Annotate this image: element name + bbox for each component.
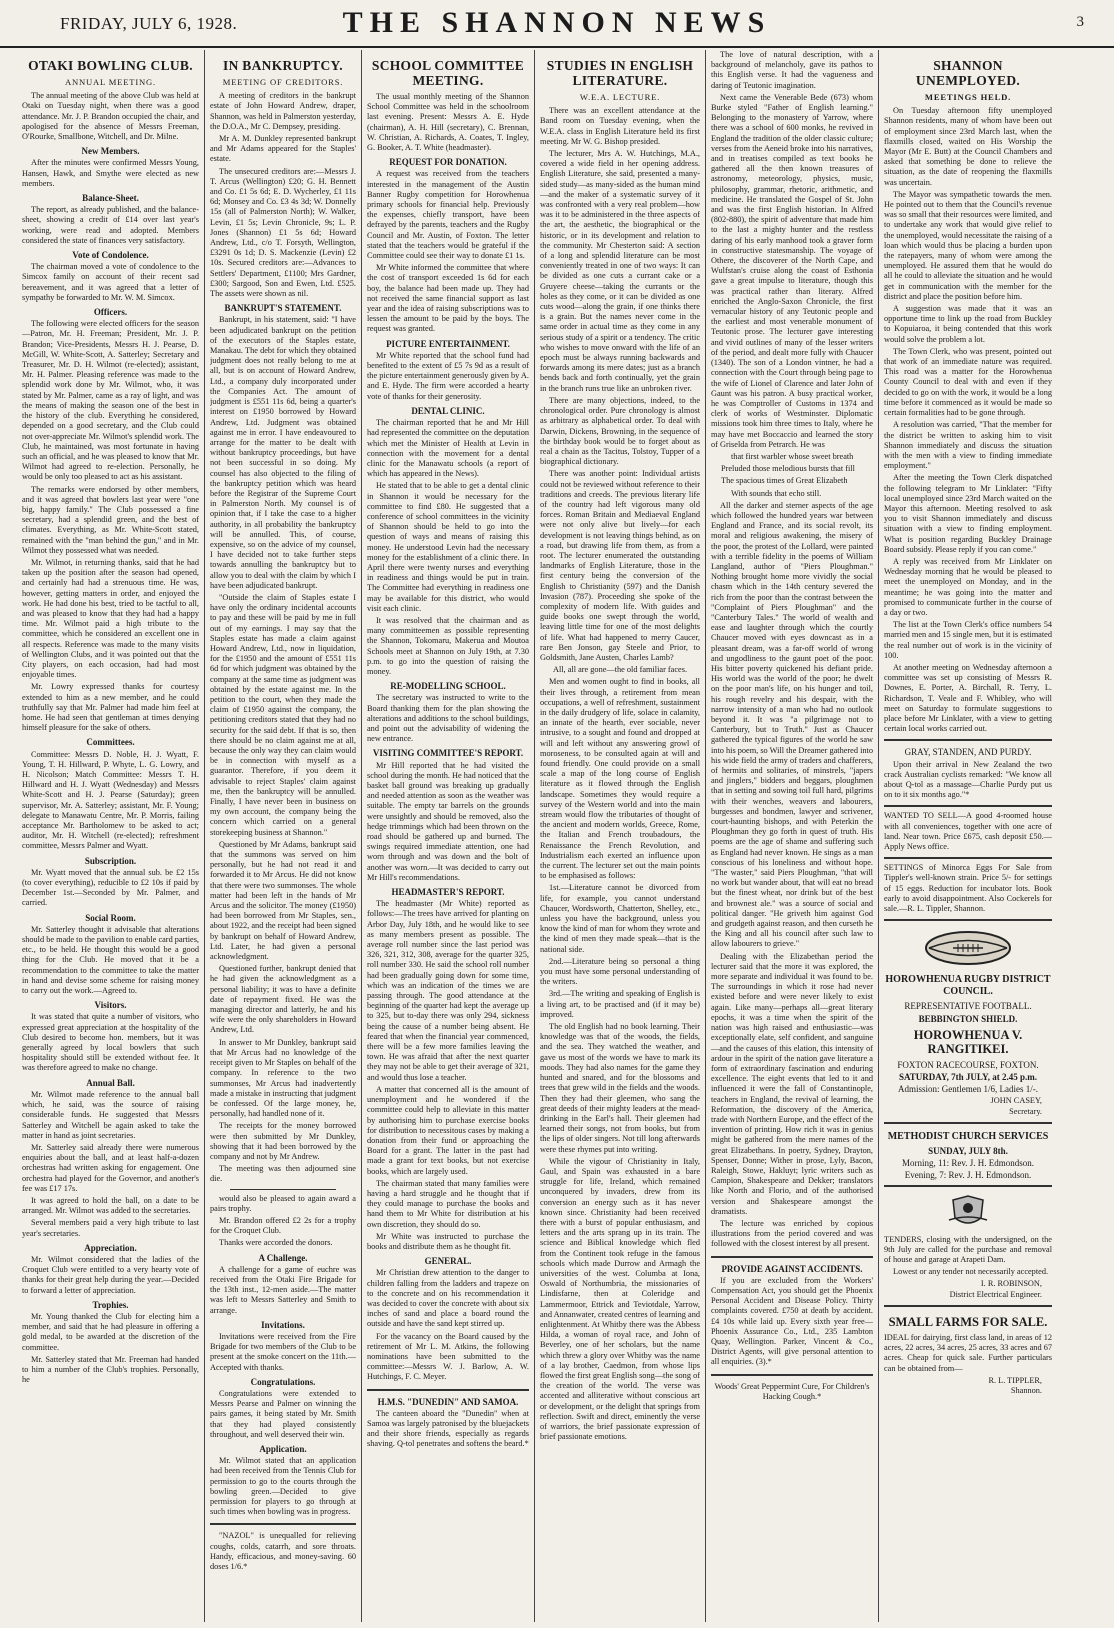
column-5 xyxy=(711,50,873,1622)
paragraph: If you are excluded from the Workers' Compensation Act, you should get the Phoenix Personal Accident and Disease Policy. Thirty complaints covered. £750 at death by accident. £4 10s while laid up. Every sixth year free—Phoenix Assurance Co., Ltd., 235 Lambton Quay, Wellington. Parker, Vincent & Co., District Agents, will give personal attention to all enquiries. (3).* xyxy=(711,1275,873,1367)
paragraph: In answer to Mr Dunkley, bankrupt said that Mr Arcus had no knowledge of the receipt given to Mr Staples on behalf of the company. In reference to the two summonses, Mr Arcus had inadvertently made a mistake in instructing that judgment be confessed. Of the large money, he, personally, had handled none of it. xyxy=(210,1037,356,1119)
column-rule xyxy=(534,50,535,1622)
paragraph: Mr. Brandon offered £2 2s for a trophy for the Croquet Club. xyxy=(210,1215,356,1236)
paragraph: A challenge for a game of euchre was received from the Otaki Fire Brigade for the 13th inst., 12-men aside.—The matter was left to Messrs Satterley and Smith to arrange. xyxy=(210,1264,356,1315)
rugby-council-title: HOROWHENUA RUGBY DISTRICT COUNCIL. xyxy=(885,974,1051,998)
section-heading: Officers. xyxy=(93,307,128,318)
column-rule xyxy=(204,50,205,1622)
advertisement-nazol: "NAZOL" is unequalled for relieving coughs, colds, catarrh, and sore throats. Handy, efficacious, and money-saving. 60 doses 1/6.* xyxy=(210,1531,356,1572)
section-heading: Trophies. xyxy=(92,1299,129,1310)
column-3 xyxy=(367,50,529,1622)
paragraph: The usual monthly meeting of the Shannon School Committee was held in the schoolroom last evening. Present: Messrs A. E. Hyde (chairman), A. H. Hill (secretary), C. Brennan, W. Christian, A. Richards, A. Coates, T. Ingley, G. Booker, A. T. White (headmaster). xyxy=(367,92,529,153)
section-heading: Visitors. xyxy=(94,1000,127,1011)
section-heading: RE-MODELLING SCHOOL. xyxy=(390,681,506,692)
section-heading: Congratulations. xyxy=(250,1376,316,1387)
article-heading: SHANNON UNEMPLOYED. xyxy=(915,58,1021,88)
paragraph: A resolution was carried, "That the member for the district be written to asking him to visit Shannon immediately and discuss the situation with the men with a view to finding immediate employment." xyxy=(884,420,1052,471)
section-heading: Invitations. xyxy=(261,1319,305,1330)
section-heading: BANKRUPT'S STATEMENT. xyxy=(224,303,342,314)
church-title: METHODIST CHURCH SERVICES xyxy=(887,1130,1049,1142)
advertisement-woods: Woods' Great Peppermint Cure, For Children's Hacking Cough.* xyxy=(714,1381,870,1401)
church-date: SUNDAY, JULY 8th. xyxy=(928,1145,1008,1156)
column-6 xyxy=(884,50,1052,1622)
paragraph: Dealing with the Elizabethan period the lecturer said that the more it was explored, the more separate and individual it was found to be. The surroundings in which it rose had never existed before and were never likely to exist again. Like many—perhaps all—great literary epochs, it was a time when the spirit of the nation was high raised and enthusiastic—was exceptionally elate, self confident, and sanguine—and the causes of this elation, this intensity of ardour in the spirit of the nation gave literature a form of extraordinary fascination and enduring excellence. The eight events that led to it and influenced it were the fall of Constantinople, teachers in England, the revival of learning, the Reformation, the discovery of the America, trade with Northern Europe, and the effect of the invention of printing. How rich it was in genius might be gathered from the mere names of the great Elizabethans. In poetry, Sydney, Drayton, Spenser, Donne; Wither in prose, Lyly, Bacon, Raleigh, Stowe, Hakluyt; lyric writers such as Campion, Shakespeare and Dekker; translators like North and Florio, and of the authorised version and Shakespeare amongst the dramatists. xyxy=(711,951,873,1216)
advertisement-wanted-to-sell xyxy=(884,805,1052,852)
paragraph: The annual meeting of the above Club was held at Otaki on Tuesday night, when there was a good attendance. Mr. J. P. Brandon occupied the chair, and apologised for the absence of Messrs Freeman, O'Rourke, Smallbone, Witchell, and Dr. Milne. xyxy=(22,91,199,142)
paragraph: Several members paid a very high tribute to last year's secretaries. xyxy=(22,1218,199,1238)
paragraph: Mr. Wilmot made reference to the annual ball which, he said, was the source of raising considerable funds. He suggested that Messrs Satterley and Witchell be again asked to take the matter in hand as joint secretaries. xyxy=(22,1089,199,1140)
rugby-shield: BEBBINGTON SHIELD. xyxy=(918,1013,1018,1024)
issue-date: FRIDAY, JULY 6, 1928. xyxy=(60,14,238,33)
paragraph: Mr. Lowry expressed thanks for courtesy extended to him as a new member, and he could truthfully say that Mr. Palmer had made him feel at home. He had seen that gentleman at times denying himself pleasure for the sake of others. xyxy=(22,682,199,733)
paragraph: A suggestion was made that it was an opportune time to link up the road from Buckley to Kopuiaroa, it being contended that this work would solve the problem a lot. xyxy=(884,304,1052,344)
rugby-venue: FOXTON RACECOURSE, FOXTON. xyxy=(897,1059,1039,1070)
farms-signature-name: R. L. TIPPLER, xyxy=(988,1375,1042,1385)
paragraph: The chairman reported that he and Mr Hill had represented the committee on the deputation which met the Minister of Health at Levin in connection with the movement for a dental clinic for the Manawatu schools (a report of which has appeared in the News). xyxy=(367,418,529,479)
section-heading: REQUEST FOR DONATION. xyxy=(389,157,507,168)
paragraph: There was an excellent attendance at the Band room on Tuesday evening, when the W.E.A. class in English Literature held its first meeting. Mr W. G. Bishop presided. xyxy=(540,106,700,146)
paragraph: Mr. Wilmot considered that the ladies of the Croquet Club were entitled to a very hearty vote of thanks for their great help during the year.—Decided to forward a letter of appreciation. xyxy=(22,1254,199,1295)
column-4 xyxy=(540,50,700,1622)
paragraph: On Tuesday afternoon fifty unemployed Shannon residents, many of whom have been out of employment since 23rd March last, when the flaxmills closed, waited on His Worship the Mayor (Mr E. Butt) at the Council Chambers and asked that something be done to relieve the situation, as the date of reopening the flaxmills was uncertain. xyxy=(884,106,1052,187)
section-heading: H.M.S. "DUNEDIN" AND SAMOA. xyxy=(377,1396,519,1407)
ad-title: GRAY, STANDEN, AND PURDY. xyxy=(904,747,1032,758)
crest-icon xyxy=(884,1194,1052,1231)
paragraph: After the minutes were confirmed Messrs Young, Hansen, Hawk, and Smythe were elected as new members. xyxy=(22,158,199,188)
article-heading: IN BANKRUPTCY. xyxy=(223,58,343,73)
divider xyxy=(210,1523,356,1525)
paragraph: The unsecured creditors are:—Messrs J. T. Arcus (Wellington) £20; G. H. Bennett and Co. £1 5s 6d; E. D. Wycherley, £1 11s 6d; Monsey and Co. £3 4s 3d; W. Donnelly 15s (all of Palmerston North); W. Walker, Levin, £1 5s; Levin Chronicle, 9s; L. P. Jones (Shannon) £1 5s 6d; Howard Andrew, Ltd., c/o T. Forsyth, Wellington, £3291 0s 1d; D. S. Mackenzie (Levin) £2 10s. Secured creditors are:—Advances to Settlers' Department, £1100; Mrs Gardner, £300; Sargood, Son and Ewen, Ltd. £525. The assets were shown as nil. xyxy=(210,166,356,299)
divider xyxy=(230,1189,336,1190)
paragraph: Next came the Venerable Bede (673) whom Burke styled "Father of English learning." Belonging to the monastery of Yarrow, where there was a school of 600 monks, he revived in England the tradition of the older classic culture; verses from the Aeneid broke into his narratives, and in treatises compiled as text books he gathered all the then known treasures of astronomy, meteorology, physics, music, philosophy, grammar, rhetoric, arithmetic, and medicine. He translated the Gospel of St. John and was the first English historian. In Alfred (802-880), the spirit of adventure that made him to the last a mighty hunter and the restless daring of his early manhood took a graver form in constructive statesmanship. The voyage of Othere, the discoverer of the North Cape, and Wulfstan's cruise along the coast of Esthonia gave a great impulse to literature, though this was practical rather than literary. Alfred enriched the Anglo-Saxon Chronicle, the first vernacular history of any Teutonic people and the earliest and most venerable monument of Teutonic prose. The lecturer gave interesting and vivid outlines of many of the lesser writers of the period, and dealt more fully with Chaucer (1340). The son of a London vintner, he had a connection with the Court through being page to the wife of Lionel of Clarence and later John of Gaunt was his patron. A busy practical worker, he was Comptroller of Customs in 1374 and clerk of works of Westminster. Diplomatic missions took him three times to Italy, where he may have met Boccaccio and learned the story of Griselda from Petrarch. He was xyxy=(711,92,873,449)
paragraph: Questioned by Mr Adams, bankrupt said that the summons was served on him personally, but he had not read it and forwarded it to Mr Arcus. He did not know that there were two summonses. The whole matter had been left in the hands of Mr Arcus and the solicitor. The money (£1950) had been borrowed from Mr Staples, sen., about 1922, and the receipt had been signed by bankrupt on behalf of Howard Andrew, Ltd. Later, he had given a personal acknowledgment. xyxy=(210,839,356,962)
paragraph: The lecturer, Mrs A. W. Hutchings, M.A., covered a wide field in her opening address. English Literature, she said, presented a many-sided study—as many-sided as the human mind—and the maker of a systematic survey of it was confronted with a very real problem—how was it to be administered in the three aspects of the art, the aesthetic, the biographical or the historic, or in its development and relation to the community. Mr Chesterton said: A section of a long and splendid literature can be most conveniently treated in one of two ways: It can be divided as one cuts a currant cake or a Gruyere cheese—taking the currants or the holes as they come, or it can be divided as one cuts wood—along the grain, if one thinks there is a grain. But the names never come in the same order in actual time as they come in any serious study of a spirit or a tendency. The critic who wishes to move onward with the life of an epoch must be always running backwards and forwards among its mere dates; just as a branch bends back and forth continually, yet the grain in the branch runs true like an unbroken river. xyxy=(540,149,700,393)
page-number: 3 xyxy=(1076,14,1084,30)
paragraph: Mr Christian drew attention to the danger to children falling from the ladders and trapeze on to the concrete and on his recommendation it was decided to cover the concrete with about six inches of sand and place a board round the outside and have the sand kept stirred up. xyxy=(367,1268,529,1329)
section-heading: PICTURE ENTERTAINMENT. xyxy=(386,338,510,349)
paragraph: The receipts for the money borrowed were then submitted by Mr Dunkley, showing that it had been borrowed by the company and not by Mr Andrew. xyxy=(210,1121,356,1161)
section-heading: VISITING COMMITTEE'S REPORT. xyxy=(372,748,524,759)
section-heading: A Challenge. xyxy=(258,1252,308,1263)
paragraph: The Mayor was sympathetic towards the men. He pointed out to them that the Council's revenue was so small that their resources were limited, and to undertake any work that would give relief to the unemployed, would necessitate the raising of a loan which would thus be placing a burden upon the ratepayers, many of whom were among the unemployed. He assured them that he would do all he could to alleviate the situation and he would get in communication with the member for the district and place the position before him. xyxy=(884,189,1052,301)
column-rule xyxy=(878,50,879,1622)
divider xyxy=(711,1256,873,1258)
paragraph: While the vigour of Christianity in Italy, Gaul, and Spain was exhausted in a bare struggle for life, Ireland, which remained unconquered by invaders, drew from its conversion an energy such as it has never known since. Christianity had been received there with a burst of popular enthusiasm, and letters and the arts sprang up in its train. The science and Biblical knowledge which fled from the Continent took refuge in the famous schools which made Durrow and Armagh the universities of the west. Columba at Iona, Oswald of Northumbria, the missionaries of Lindisfarne, then at Coleridge and Lammermoor, Ettrick and Teviotdale, Yarrow, and Annanwater, created centres of learning and enlightenment. At Whitby there was the Abbess Hilda, a woman of royal race, and John of Beverley, one of her scholars, but the name which threw a glory over Whitby was the name of a lay brother, Caedmon, from whose lips flowed the first great English song—the song of the creation of the world. The verse was accented and alliterative without conscious art or development, or the delight that springs from reflection. Swift and direct, eminently the verse of warriors, the brief passionate expression of brief passionate emotions. xyxy=(540,1156,700,1442)
section-heading: PROVIDE AGAINST ACCIDENTS. xyxy=(721,1263,863,1274)
section-heading: New Members. xyxy=(81,146,140,157)
paragraph: The chairman moved a vote of condolence to the Simcox family on account of their recent sad bereavement, and it was agreed that a letter of sympathy be forwarded to Mr. W. M. Simcox. xyxy=(22,262,199,302)
paragraph: A request was received from the teachers interested in the management of the Austin Banner Rugby competition for Horowhenua primary schools for financial help. Previously the expenses, chiefly transport, have been defrayed by the parents, teachers and the Rugby Council and Mr. Austin, of Foxton. The letter stated that the teachers would be grateful if the Committee could see their way to donate £1 1s. xyxy=(367,169,529,261)
paragraph: Mr. Satterley said already there were numerous enquiries about the ball, and at least half-a-dozen orchestras had written asking for engagement. One orchestra had played for the Governor, and another's fee was £17 17s. xyxy=(22,1142,199,1193)
paragraph: Thanks were accorded the donors. xyxy=(219,1238,333,1248)
paragraph: At another meeting on Wednesday afternoon a committee was set up consisting of Messrs R. Downes, E. Porter, A. Birchall, R. Terry, L. Richardson, T. Veale and F. Whibley, who will meet on Saturday to formulate suggestions to place before Mr Linklater, with a view to getting certain local works carried out. xyxy=(884,662,1052,734)
advertisement-small-farms xyxy=(884,1305,1052,1396)
paragraph: 2nd.—Literature being so personal a thing you must have some personal understanding of the writers. xyxy=(540,956,700,987)
newspaper-title: THE SHANNON NEWS xyxy=(342,6,772,39)
paragraph: Mr Hill reported that he had visited the school during the month. He had noticed that the basket ball ground was breaking up gradually and needed attention as soon as the weather was suitable. The empty tar barrels on the grounds were unsightly and should be removed, also the hedge trimmings which had been thrown on the road should be gathered up and burned. The swings required immediate attention, one had worn through and was down and the bolt of another was worn.—It was decided to carry out Mr Hill's recommendations. xyxy=(367,760,529,882)
paragraph: Questioned further, bankrupt denied that he had given the acknowledgment as a personal liability; it was to have a definite date of repayment fixed. He was the managing director and latterly, he and his wife were the only shareholders in Howard Andrew, Ltd. xyxy=(210,964,356,1035)
paragraph: It was stated that quite a number of visitors, who expressed great appreciation at the hospitality of the Club desired to become hon. members, but it was generally agreed by local bowlers that such hospitality should still be extended without fee. It was therefore agreed to make no change. xyxy=(22,1012,199,1073)
paragraph: The following were elected officers for the season—Patron, Mr. H. Freeman; President, Mr. J. P. Brandon; Vice-Presidents, Messrs H. J. Pearse, D. McGill, W. White-Scott, A. Satterley; Secretary and Treasurer, Mr. D. H. Wilmot (re-elected); assistant, Mr. H. Palmer. Pleasing reference was made to the splendid work done by Mr. Wilmot, who, it was stated by Mr. Palmer, came as a ray of light, and was the means of making the season one of the best in the history of the club. Everything he considered, depended on a good secretary, and the Club could not over-appreciate Mr. Wilmot's splendid work. The Club, he maintained, was most fortunate in having such an official, and he was pleased to know that Mr. Wilmot had agreed to re-election. Personally, he would be only too pleased to act as his assistant. xyxy=(22,319,199,482)
paragraph: Mr. Wyatt moved that the annual sub. be £2 15s (to cover everything), reducible to £2 10s if paid by December 1st.—Seconded by Mr. Palmer, and carried. xyxy=(22,867,199,908)
paragraph: The old English had no book learning. Their knowledge was that of the woods, the fields, and the sea. They watched the weather, and gave us most of the words we have to mark its moods. They had also names for the game they hunted and snared, and for the blossoms and trees that grew wild in the fields and the woods. Then they had their gleemen, who sang the great deeds of their mighty leaders at the mead-drinking in the Earl's hall. Their gleemen had learned their songs, not from books, but from the lips of older singers. Not till long afterwards were these rhymes put into writing. xyxy=(540,1022,700,1154)
paragraph: The chairman stated that many families were having a hard struggle and he thought that if they could manage to purchase the books and hand them to Mr White for distribution at his own discretion, they should do so. xyxy=(367,1178,529,1229)
paragraph: The meeting was then adjourned sine die. xyxy=(210,1164,356,1184)
divider xyxy=(367,1389,529,1391)
ad-text: Lowest or any tender not necessarily accepted. xyxy=(893,1267,1049,1277)
paragraph: It was resolved that the chairman and as many committeemen as possible representing the Shannon, Tokomaru, Makerua and Moutoa Schools meet at Shannon on July 19th, at 7.30 p.m. to go into the question of raising the money. xyxy=(367,615,529,676)
section-heading: Vote of Condolence. xyxy=(72,250,149,261)
section-heading: GENERAL. xyxy=(424,1256,472,1267)
paragraph: The canteen aboard the "Dunedin" when at Samoa was largely patronised by the bluejackets and their shore friends, especially as regards shaving. Q-tol penetrates and softens the beard.* xyxy=(367,1408,529,1449)
ad-text: IDEAL for dairying, first class land, in areas of 12 acres, 22 acres, 34 acres, 25 acres, 33 acres and 67 acres. Cheap for quick sale. Further particulars can be obtained from— xyxy=(884,1332,1052,1373)
paragraph: For the vacancy on the Board caused by the retirement of Mr L. M. Atkins, the following nominations have been submitted to the committee:—Messrs W. J. Barlow, A. W. Hutchings, F. C. Meyer. xyxy=(367,1331,529,1382)
article-subheading: ANNUAL MEETING. xyxy=(65,77,156,87)
paragraph: After the meeting the Town Clerk dispatched the following telegram to Mr Linklater: "Fifty local unemployed since 23rd March waited on the Mayor this afternoon. Meeting resolved to ask you to visit Shannon immediately and discuss situation with a view to finding employment. What is position regarding Buckley Drainage Board subsidy. Please reply if you can come." xyxy=(884,473,1052,554)
column-rule xyxy=(361,50,362,1622)
rugby-admission: Admission: Gentlemen 1/6, Ladies 1/-. xyxy=(898,1084,1038,1095)
paragraph: Mr White informed the committee that where the cost of transport exceeded 1s 6d for each boy, the balance had been made up. They had not received the same financial support as last year and the idea of raising subscriptions was to lessen the amount to be paid by the boys. The request was granted. xyxy=(367,263,529,334)
paragraph: would also be pleased to again award a pairs trophy. xyxy=(210,1193,356,1213)
paragraph: Mr White reported that the school fund had benefited to the extent of £5 7s 9d as a result of the picture entertainment generously given by A. and E. Hyde. The firm were accorded a hearty vote of thanks for their generosity. xyxy=(367,350,529,401)
tenders-signature-title: District Electrical Engineer. xyxy=(949,1289,1042,1299)
article-subheading: MEETINGS HELD. xyxy=(924,92,1012,102)
section-heading: Committees. xyxy=(86,737,135,748)
rugby-signature-name: JOHN CASEY, xyxy=(990,1096,1042,1106)
church-morning: Morning, 11: Rev. J. H. Edmondson. xyxy=(901,1158,1035,1169)
masthead xyxy=(0,0,1114,48)
verse-line: Preluded those melodious bursts that fill xyxy=(721,464,855,474)
paragraph: "Outside the claim of Staples estate I have only the ordinary incidental accounts to pay and these will be paid by me in full out of my earnings. I may say that the Staples estate has made a claim against Howard Andrew, Ltd., now in liquidation, for the £1950 and the amount of £551 11s 6d for which judgment was obtained by the company at the same time as judgment was obtained by the estate against me. In the petition to the court, when they made the claim of £1950 against the company, the petitioning creditors stated that they had no security for the said debt. If that is so, then there should be no claim against me at all, because the only way they can claim would be in connection with myself as a guarantor. Therefore, if you deem it advisable to reject Staples' claim against me, then the bankruptcy will be annulled. Finally, I have never been in business on my own account, the company being the concern which carried on a general storekeeping business at Shannon." xyxy=(210,592,356,837)
paragraph: A meeting of creditors in the bankrupt estate of John Howard Andrew, draper, Shannon, was held in Palmerston yesterday, the D.O.A., Mr C. Dempsey, presiding. xyxy=(210,91,356,131)
paragraph: A reply was received from Mr Linklater on Wednesday morning that he would be pleased to meet the unemployed on Monday, and in the meantime; he was going into the matter and promised to communicate further in the course of a day or two. xyxy=(884,556,1052,617)
paragraph: The report, as already published, and the balance-sheet, showing a credit of £14 over last year's working, were read and adopted. Members considered the state of finances very satisfactory. xyxy=(22,205,199,245)
paragraph: 1st.—Literature cannot be divorced from life, for example, you cannot understand Chaucer, Wordsworth, Chatterton, Shelley, etc., unless you have the background, unless you know the kind of man for whom they wrote and the kind of men they made speak—that is the national side. xyxy=(540,883,700,954)
paragraph: There was another point: Individual artists could not be reviewed without reference to their traditions and creeds. The previous literary life of the country had left vigorous many old forces. Roman Britain and Mediaeval England were not only alive but lively—for each development is not leaving things behind, as on a road, but drawing life from them, as from a root. The lecturer enumerated the outstanding landmarks of English Literature, those in the first century being the conversion of the English to Christianity (597) and the Danish Invasion (787). Proceeding she spoke of the complexity of modern life. With guides and guide books one swept through the world, leaving little time for one of the most delights of life. What had happened to merry Caucer, rare Ben Jonson, gay Steele and Prior, to Goldsmith, Jane Austen, Charles Lamb? xyxy=(540,469,700,662)
paragraph: The lecture was enriched by copious illustrations from the period covered and was followed with the closest interest by all present. xyxy=(711,1218,873,1249)
paragraph: It was agreed to hold the ball, on a date to be arranged. Mr. Wilmot was added to the secretaries. xyxy=(22,1195,199,1216)
section-heading: DENTAL CLINIC. xyxy=(411,405,485,416)
article-heading: STUDIES IN ENGLISH LITERATURE. xyxy=(546,58,694,88)
verse-line: The spacious times of Great Elizabeth xyxy=(721,476,848,486)
paragraph: Mr. Satterley thought it advisable that alterations should be made to the pavilion to enable card parties, etc., to be held. He thought this would be a good thing for the Club. He moved that it be a recommendation to the committee to take the matter in hand and devise some scheme for raising money to carry out the work.—Agreed to. xyxy=(22,924,199,996)
verse-line: that first warbler whose sweet breath xyxy=(731,451,854,461)
article-subheading: MEETING OF CREDITORS. xyxy=(222,77,344,87)
divider xyxy=(711,1374,873,1376)
rugby-representative: REPRESENTATIVE FOOTBALL. xyxy=(904,1001,1032,1012)
paragraph: Mr White was instructed to purchase the books and distribute them as he thought fit. xyxy=(367,1231,529,1251)
farms-signature-place: Shannon. xyxy=(1010,1385,1042,1395)
paragraph: Mr. Wilmot, in returning thanks, said that he had taken up the position after the season had opened, and certainly had had a strenuous time. He was, however, getting matters in order, and enjoyed the work. He had done his best, tried to be tactful to all, and was pleased to know that they had had a happy time. Mr. Wilmot paid a high tribute to the committee, which he considered an excellent one in all respects. Reference was made to the many visits of Wellington Clubs, and it was pointed out that the City players, on each occasion, had had most enjoyable times. xyxy=(22,557,199,680)
advertisement-gray-standen-purdy xyxy=(884,739,1052,800)
section-heading: Appreciation. xyxy=(84,1242,137,1253)
paragraph: The list at the Town Clerk's office numbers 54 married men and 15 single men, but it is estimated the real number out of work is in the vicinity of 100. xyxy=(884,620,1052,660)
section-heading: Balance-Sheet. xyxy=(82,193,139,204)
paragraph: The Town Clerk, who was present, pointed out that work of an immediate nature was required. This road was a matter for the Horowhenua County Council to deal with and even if they decided to go on with the work, it would be a long time before it commenced as it would be made so certain formalities had to be gone through. xyxy=(884,346,1052,418)
paragraph: There are many objections, indeed, to the chronological order. Pure chronology is almost as arbitrary as alphabetical order. To deal with Darwin, Dickens, Browning, in the sequence of the birthday book would be to forget about as real a chain as the Tacitus, Tolstoy, Tupper of a biographical dictionary. xyxy=(540,395,700,467)
paragraph: Mr A. M. Dunkley represented bankrupt and Mr Adams appeared for the Staples' estate. xyxy=(210,134,356,164)
paragraph: Committee: Messrs D. Noble, H. J. Wyatt, F. Young, T. H. Hillward, P. Whyte, L. G. Lowry, and H. Nicolson; Match Committee: Messrs T. H. Hillward and H. J. Wyatt (Wednesday) and Messrs White-Scott and H. J. Pearse (Saturday); green supervisor, Mr. A. Satterley; assistant, Mr. F. Young; delegate to Manawatu Centre, Mr. P. Morris, failing acceptance Mr. Bartholomew to be asked to act; auditor, Mr. H. Witchell (re-elected); refreshment committee, Messrs Palmer and Wyatt. xyxy=(22,749,199,851)
section-heading: Subscription. xyxy=(84,855,137,866)
paragraph: Congratulations were extended to Messrs Pearse and Palmer on winning the pairs games, it being stated by Mr. Smith that they had played consistently throughout, and well deserved their win. xyxy=(210,1388,356,1439)
farms-title: SMALL FARMS FOR SALE. xyxy=(888,1314,1048,1329)
paragraph: Invitations were received from the Fire Brigade for two members of the Club to be present at the smoke concert on the 11th.—Accepted with thanks. xyxy=(210,1331,356,1372)
quoted-line: All, all are gone—the old familiar faces. xyxy=(552,665,688,675)
church-evening: Evening, 7: Rev. J. H. Edmondson. xyxy=(904,1170,1032,1181)
column-2 xyxy=(210,50,356,1622)
rugby-signature-title: Secretary. xyxy=(1009,1106,1042,1116)
rugby-ball-icon xyxy=(884,929,1052,970)
ad-text: SETTINGS of Minorca Eggs For Sale from Tippler's well-known strain. Price 5/- for settings of 15 eggs. Reduction for incubator lots. Book early to avoid disappointment. Also Cockerels for sale.—R. L. Tippler, Shannon. xyxy=(884,863,1052,914)
paragraph: The headmaster (Mr White) reported as follows:—The trees have arrived for planting on Arbor Day, July 18th, and he would like to see as many members present as possible. The average roll number since the last period was 326, 321, 312, 308, average for the quarter 325, roll number 330. He said the school roll number had been gradually going down for some time, which was an indication of the times we are passing through. The good attendance at the beginning of the quarter had kept the average up to 325, but to-day there was only 294, sickness being the cause of a number being absent. He feared that when the financial year commenced, there will be a few more families leaving the town. He was afraid that after the next quarter they may not be able to get their average of 321, and would thus lose a teacher. xyxy=(367,899,529,1082)
paragraph: The remarks were endorsed by other members, and it was agreed that bowlers last year were "one big, happy family." The Club possessed a fine secretary, had a splendid green, and the best of climates. Everything, as Mr. White-Scott stated, remained with the "man behind the gun," and in Mr. Wilmot they possessed what was needed. xyxy=(22,484,199,555)
column-rule xyxy=(705,50,706,1622)
ad-text: TENDERS, closing with the undersigned, on the 9th July are called for the purchase and removal of house and garage at Arapeti Dam. xyxy=(884,1234,1052,1265)
section-heading: HEADMASTER'S REPORT. xyxy=(391,887,505,898)
article-heading: OTAKI BOWLING CLUB. xyxy=(28,58,193,73)
advertisement-methodist-church xyxy=(884,1122,1052,1181)
ad-text: Upon their arrival in New Zealand the two crack Australian cyclists remarked: "We know all about Q-tol as a massage—Charlie Purdy put us on to it six months ago."* xyxy=(884,759,1052,800)
article-heading: SCHOOL COMMITTEE MEETING. xyxy=(371,58,525,88)
advertisement-rugby xyxy=(884,919,1052,1117)
section-heading: Application. xyxy=(259,1444,307,1454)
paragraph: A matter that concerned all is the amount of unemployment and he wondered if the committee could help to alleviate in this matter by authorising him to purchase exercise books for distribution to necessitous cases by making a donation from their fund or approaching the Board for a grant. The latter in the past had made a grant for text books, but not exercise books, which are largely used. xyxy=(367,1084,529,1176)
paragraph: Men and women ought to find in books, all their lives through, a retirement from mean occupations, a well of refreshment, sustainment in the daily drudgery of life, solace in calamity, an innate of the hearth, ever sociable, never intrusive, to a sought and found and dropped at will and left without any answering growl of moroseness, to be consulted again at will and found friendly. One could provide on a small scale a map of the long course of English literature as it flowed through the English landscape. Sometimes they would require a survey of the Western world and into the main stream would flow the tributaries of thought of the ancient and modern worlds, Greece, Rome, the Italian and French troubadours, the Renaissance the French Revolution, and Industrialism each exerted an influence upon the current. The lecturer set out the main points to be emphasised as follows: xyxy=(540,677,700,881)
column-1 xyxy=(22,50,199,1622)
paragraph: Bankrupt, in his statement, said: "I have been adjudicated bankrupt on the petition of the executors of the Staples estate, Manakau. The debt for which they obtained judgment does not really belong to me at all, but is on account of Howard Andrew, Ltd., a company duly incorporated under the Companies Act. The amount of judgment is £551 11s 6d, being a quarter's interest on £1950 borrowed by Howard Andrew, Ltd. Judgment was obtained against me in error. I have endeavoured to arrange for the matter to be dealt with without bankruptcy proceedings, but have not been successful in so doing. My counsel has also objected to the filing of the bankruptcy petition which was heard before the Registrar of the Supreme Court in Palmerston North. My counsel is of opinion that, if I take the case to a higher authority, in all probability the bankruptcy will be annulled. This, of course, expensive, so on the advice of my counsel, I have decided not to take further steps towards annulling the bankruptcy but to allow you to deal with the claim by which I have been adjudicated bankrupt. xyxy=(210,315,356,590)
ad-text: WANTED TO SELL—A good 4-roomed house with all conveniences, together with one acre of land. Near town. Price £675, cash deposit £50.—Apply News office. xyxy=(884,811,1052,852)
paragraph: Mr. Wilmot stated that an application had been received from the Tennis Club for permission to go to the courts through the bowling green.—Decided to give permission for players to go through at such times when bowling was in progress. xyxy=(210,1456,356,1517)
paragraph: The love of natural description, with a background of melancholy, gave its pathos to this English verse. It had the vagueness and daring of Teutonic imagination. xyxy=(711,50,873,90)
paragraph: Mr. Young thanked the Club for electing him a member, and said that he had pleasure in offering a gold medal, to be awarded at the discretion of the committee. xyxy=(22,1311,199,1352)
paragraph: Mr. Satterley stated that Mr. Freeman had handed to him a number of the Club's trophies. Personally, he xyxy=(22,1354,199,1385)
verse-line: With sounds that echo still. xyxy=(731,488,822,498)
tenders-signature-name: I. R. ROBINSON, xyxy=(980,1279,1042,1289)
paragraph: All the darker and sterner aspects of the age which followed the hundred years war between England and France, and its social revolt, its moral and religious awakening, the misery of the poor, the protest of the Lollard, were painted with a terrible fidelity in the poems of William Langland, author of "Piers Ploughman." Nothing brought home more vividly the social chasm which in the 14th century severed the rich from the poor than the contrast between the "Complaint of Piers Ploughman" and the "Canterbury Tales." The world of wealth and ease and laughter through which the courtly Chaucer moved with eyes downcast as in a pleasant dream, was a far-off world of wrong and ungodliness to the gaunt poet of the poor. His bitter poverty quickened his defiant pride. His world was the world of the poor; he dwelt on the poor man's life, on his hunger and toil, his rough revelry and his despair, with the narrow intensity of a man who had no outlook beyond it. It was "a pilgrimage not to Canterbury, but to Truth." Just as Chaucer gathered the typical figures of the world he saw into his poem, so Will the Dreamer gathered into his wide field the army of traders and chafferers, of hermits and solitaries, of minstrels, "japers and jinglers," bidders and beggars, ploughmen that in setting and sowing toil full hard, pilgrims with their wenches, weavers and labourers, burgesses and bondmen, lawyer and scrivener, court-haunting bishops, and with Peterkin the Ploughman they go forth in quest of truth. His poems are the age of shame and suffering such as England had never known. He sings as a man conscious of his loneliness and without hope. "The waster," said Piers Ploughman, "that will no work but wander about, that will eat no bread but the finest wheat, nor drink but of the best and brownest ale." was a source of social and political danger. "He griveth him against God and grudgeth against reason, and then curseth he the King and all his council after such law to allow labourers to grieve." xyxy=(711,500,873,949)
section-heading: Social Room. xyxy=(85,912,136,923)
article-subheading: W.E.A. LECTURE. xyxy=(579,92,661,102)
section-heading: Annual Ball. xyxy=(86,1077,135,1088)
advertisement-tenders xyxy=(884,1185,1052,1299)
rugby-date: SATURDAY, 7th JULY, at 2.45 p.m. xyxy=(898,1072,1038,1083)
rugby-match: HOROWHENUA V. RANGITIKEI. xyxy=(913,1027,1023,1056)
paragraph: The secretary was instructed to write to the Board thanking them for the plan showing the alterations and additions to the school buildings, and point out the advisability of widening the new entrance. xyxy=(367,693,529,744)
advertisement-settings xyxy=(884,857,1052,914)
paragraph: 3rd.—The writing and speaking of English is a living art, to be practised and (if it may be) improved. xyxy=(540,989,700,1019)
paragraph: He stated that to be able to get a dental clinic in Shannon it would be necessary for the committee to find £80. He suggested that a conference of school committees in the vicinity of Shannon should be held to go into the question of ways and means of raising this money. He understood Levin had the necessary money for the establishment of a clinic there. In April there were twenty nurses and everything in readiness and things would be put in train. The Committee had everything in readiness one may be available for this district, who would visit each clinic. xyxy=(367,481,529,613)
